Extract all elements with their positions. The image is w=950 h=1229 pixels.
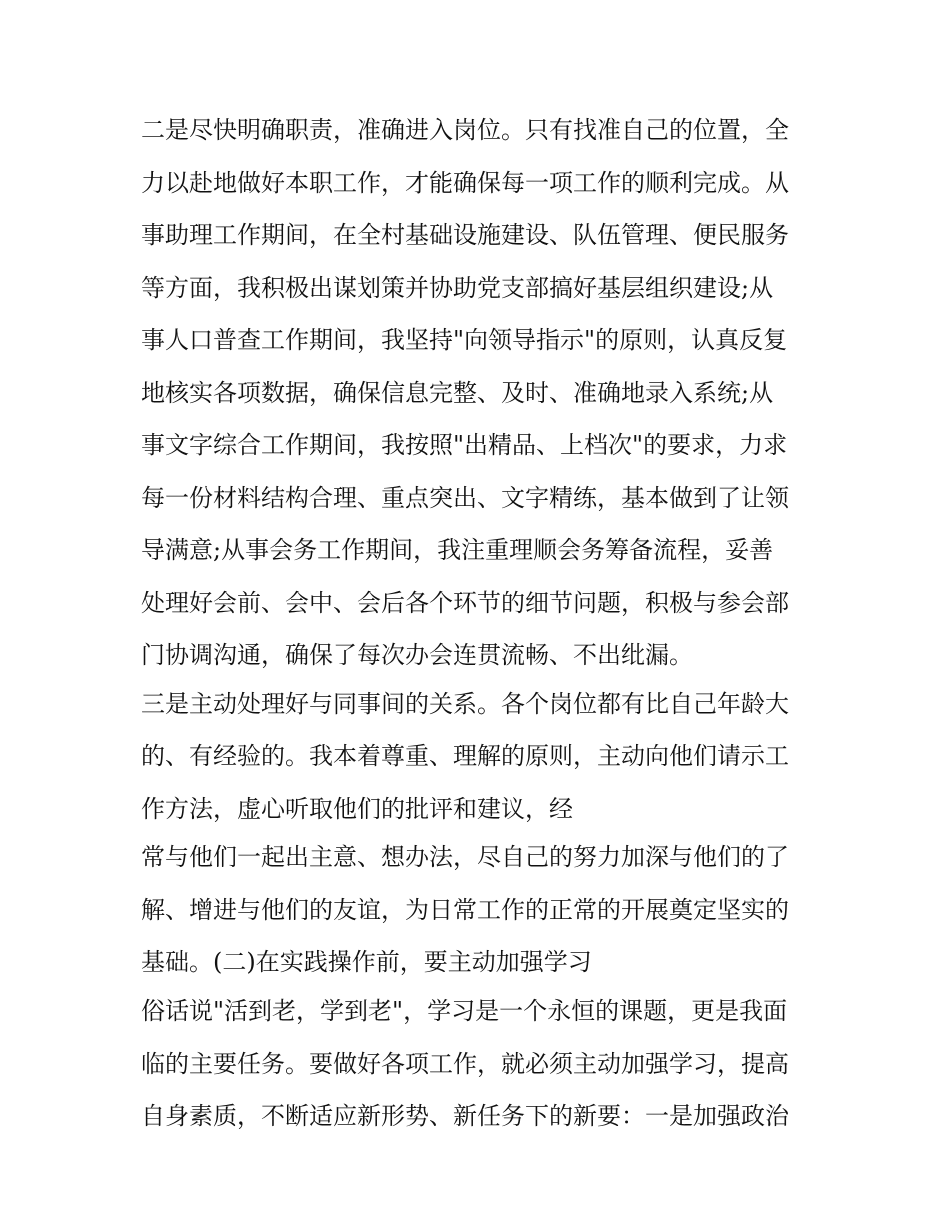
text-line: 作方法，虚心听取他们的批评和建议，经 [141,795,573,823]
text-line: 基础。(二)在实践操作前，要主动加强学习 [141,948,592,976]
text-line: 门协调沟通，确保了每次办会连贯流畅、不出纰漏。 [141,641,693,669]
text-line: 事文字综合工作期间，我按照"出精品、上档次"的要求，力求 [141,431,788,459]
text-line: 等方面，我积极出谋划策并协助党支部搞好基层组织建设;从 [141,274,774,302]
text-line: 事助理工作期间，在全村基础设施建设、队伍管理、便民服务 [141,221,789,249]
text-line: 每一份材料结构合理、重点突出、文字精练，基本做到了让领 [141,484,789,512]
text-line: 力以赴地做好本职工作，才能确保每一项工作的顺利完成。从 [141,169,789,197]
text-line: 二是尽快明确职责，准确进入岗位。只有找准自己的位置，全 [141,116,789,144]
text-line: 三是主动处理好与同事间的关系。各个岗位都有比自己年龄大 [141,690,789,718]
text-line: 临的主要任务。要做好各项工作，就必须主动加强学习，提高 [141,1050,789,1078]
text-line: 处理好会前、会中、会后各个环节的细节问题，积极与参会部 [141,589,789,617]
text-line: 俗话说"活到老，学到老"，学习是一个永恒的课题，更是我面 [141,997,788,1025]
text-line: 地核实各项数据，确保信息完整、及时、准确地录入系统;从 [141,379,774,407]
text-line: 的、有经验的。我本着尊重、理解的原则，主动向他们请示工 [141,742,789,770]
text-line: 自身素质，不断适应新形势、新任务下的新要：一是加强政治 [141,1102,789,1130]
text-line: 常与他们一起出主意、想办法，尽自己的努力加深与他们的了 [141,843,789,871]
text-line: 事人口普查工作期间，我坚持"向领导指示"的原则，认真反复 [141,326,788,354]
text-line: 解、增进与他们的友谊，为日常工作的正常的开展奠定坚实的 [141,896,789,924]
text-line: 导满意;从事会务工作期间，我注重理顺会务筹备流程，妥善 [141,536,774,564]
